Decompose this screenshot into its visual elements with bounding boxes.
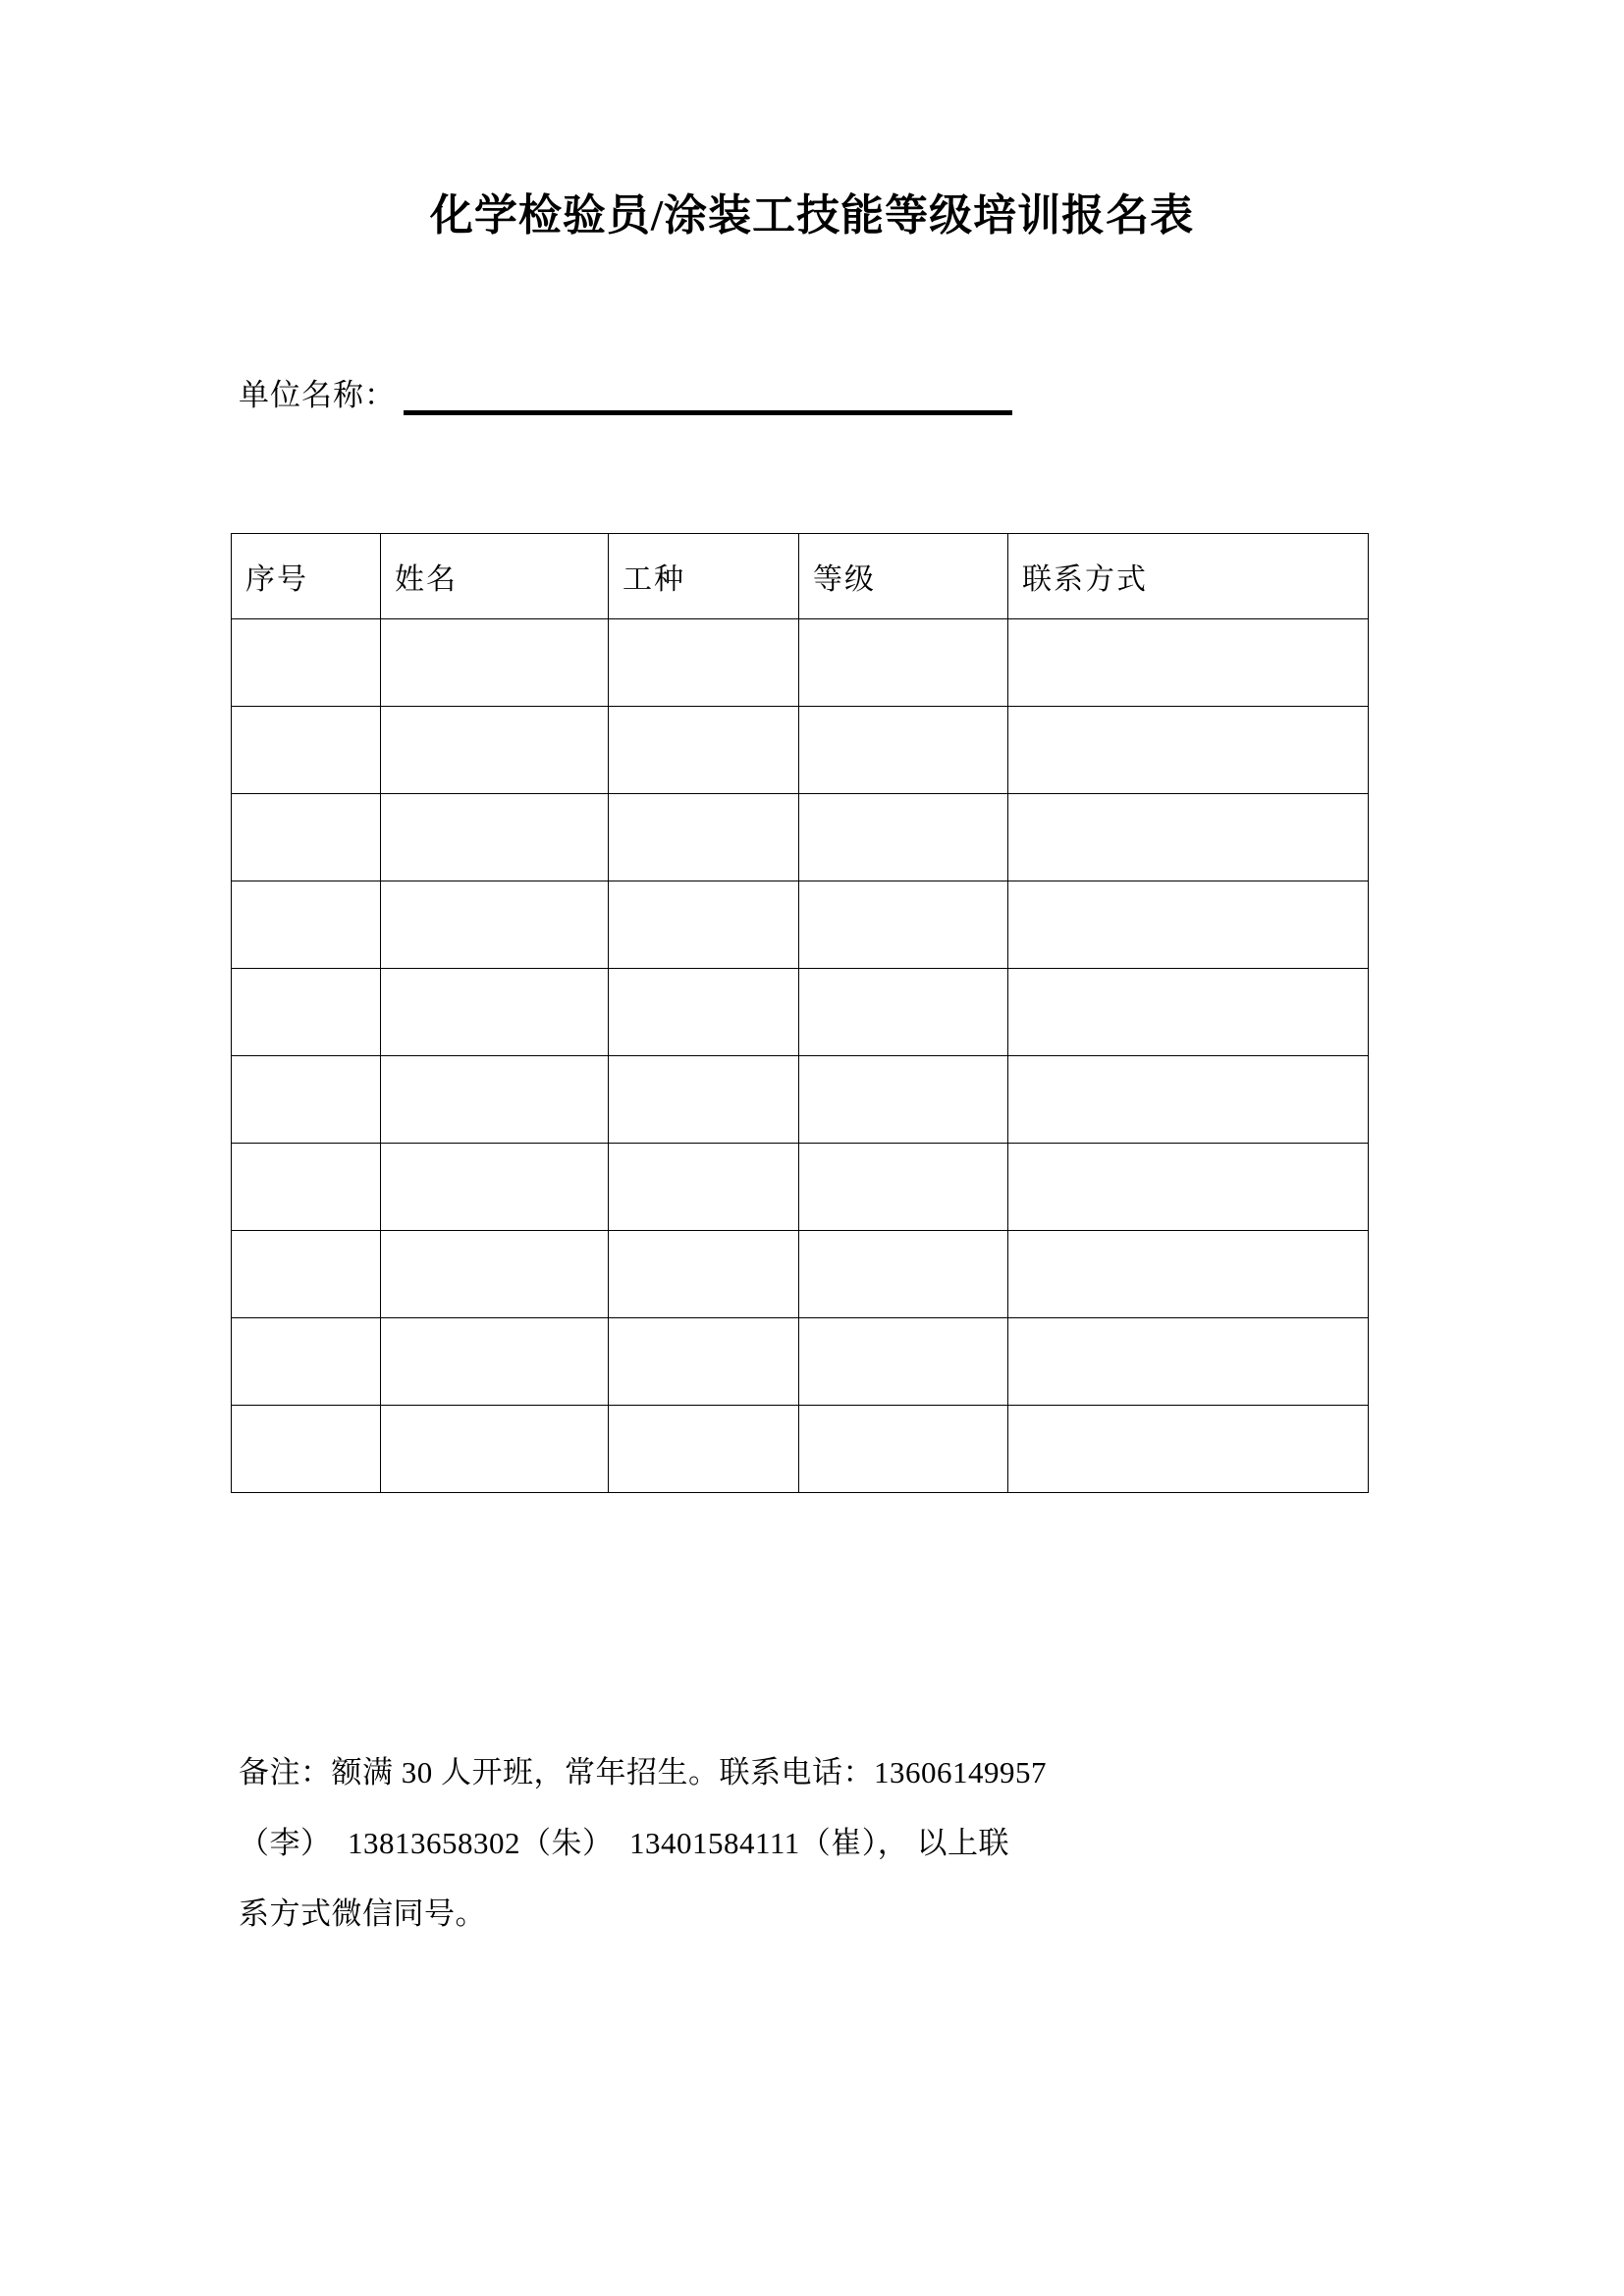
- note-line: 系方式微信同号。: [239, 1896, 486, 1931]
- table-cell[interactable]: [609, 1144, 799, 1231]
- table-row: [232, 1406, 1369, 1493]
- registration-table: [231, 533, 1369, 1493]
- table-cell[interactable]: [1008, 1231, 1369, 1318]
- table-cell[interactable]: [232, 619, 381, 707]
- table-cell[interactable]: [609, 1406, 799, 1493]
- table-row: [232, 619, 1369, 707]
- table-cell[interactable]: [381, 707, 609, 794]
- column-header-level: 等级: [799, 534, 1008, 619]
- table-header-row: [232, 534, 1369, 619]
- table-cell[interactable]: [381, 1231, 609, 1318]
- table-body: [232, 619, 1369, 1493]
- table-cell[interactable]: [232, 1406, 381, 1493]
- table-cell[interactable]: [799, 619, 1008, 707]
- table-cell[interactable]: [1008, 1318, 1369, 1406]
- table-cell[interactable]: [232, 969, 381, 1056]
- column-header-job-type: 工种: [609, 534, 799, 619]
- table-cell[interactable]: [799, 881, 1008, 969]
- table-cell[interactable]: [609, 1056, 799, 1144]
- table-cell[interactable]: [1008, 881, 1369, 969]
- table-cell[interactable]: [799, 1318, 1008, 1406]
- unit-name-input[interactable]: [404, 373, 1012, 415]
- table-cell[interactable]: [381, 881, 609, 969]
- table-cell[interactable]: [799, 1406, 1008, 1493]
- table-cell[interactable]: [232, 1056, 381, 1144]
- table-cell[interactable]: [609, 619, 799, 707]
- table-cell[interactable]: [381, 1318, 609, 1406]
- unit-name-field: [239, 373, 1012, 415]
- table-cell[interactable]: [381, 1406, 609, 1493]
- table-cell[interactable]: [799, 794, 1008, 881]
- table-cell[interactable]: [232, 1318, 381, 1406]
- table-cell[interactable]: [381, 794, 609, 881]
- table-cell[interactable]: [1008, 794, 1369, 881]
- table-cell[interactable]: [799, 1144, 1008, 1231]
- table-cell[interactable]: [799, 707, 1008, 794]
- footer-note: [239, 1737, 1402, 1949]
- table-cell[interactable]: [799, 1231, 1008, 1318]
- note-line: （李） 13813658302（朱） 13401584111（崔）， 以上联: [239, 1826, 1009, 1860]
- table-cell[interactable]: [799, 1056, 1008, 1144]
- table-row: [232, 881, 1369, 969]
- table-cell[interactable]: [232, 1231, 381, 1318]
- table-cell[interactable]: [609, 881, 799, 969]
- column-header-name: 姓名: [381, 534, 609, 619]
- table-cell[interactable]: [609, 969, 799, 1056]
- table-cell[interactable]: [381, 1056, 609, 1144]
- page-title: 化学检验员/涂装工技能等级培训报名表: [429, 191, 1195, 240]
- table-row: [232, 707, 1369, 794]
- table-cell[interactable]: [609, 707, 799, 794]
- note-line: 备注：额满 30 人开班，常年招生。联系电话：13606149957: [239, 1755, 1047, 1789]
- table-cell[interactable]: [232, 1144, 381, 1231]
- table-cell[interactable]: [232, 794, 381, 881]
- table-cell[interactable]: [1008, 969, 1369, 1056]
- column-header-sequence: 序号: [232, 534, 381, 619]
- table-cell[interactable]: [1008, 619, 1369, 707]
- column-header-contact: 联系方式: [1008, 534, 1369, 619]
- table-cell[interactable]: [1008, 1406, 1369, 1493]
- table-cell[interactable]: [381, 969, 609, 1056]
- table-row: [232, 969, 1369, 1056]
- table-row: [232, 1231, 1369, 1318]
- table-row: [232, 1318, 1369, 1406]
- table-cell[interactable]: [381, 1144, 609, 1231]
- table-cell[interactable]: [1008, 1144, 1369, 1231]
- table-cell[interactable]: [609, 1318, 799, 1406]
- table-cell[interactable]: [232, 881, 381, 969]
- table-cell[interactable]: [1008, 707, 1369, 794]
- table-row: [232, 1056, 1369, 1144]
- table-cell[interactable]: [1008, 1056, 1369, 1144]
- table-cell[interactable]: [609, 1231, 799, 1318]
- table-cell[interactable]: [381, 619, 609, 707]
- table-cell[interactable]: [799, 969, 1008, 1056]
- table-row: [232, 1144, 1369, 1231]
- table-cell[interactable]: [609, 794, 799, 881]
- table-cell[interactable]: [232, 707, 381, 794]
- unit-name-label: 单位名称：: [239, 378, 396, 412]
- table-row: [232, 794, 1369, 881]
